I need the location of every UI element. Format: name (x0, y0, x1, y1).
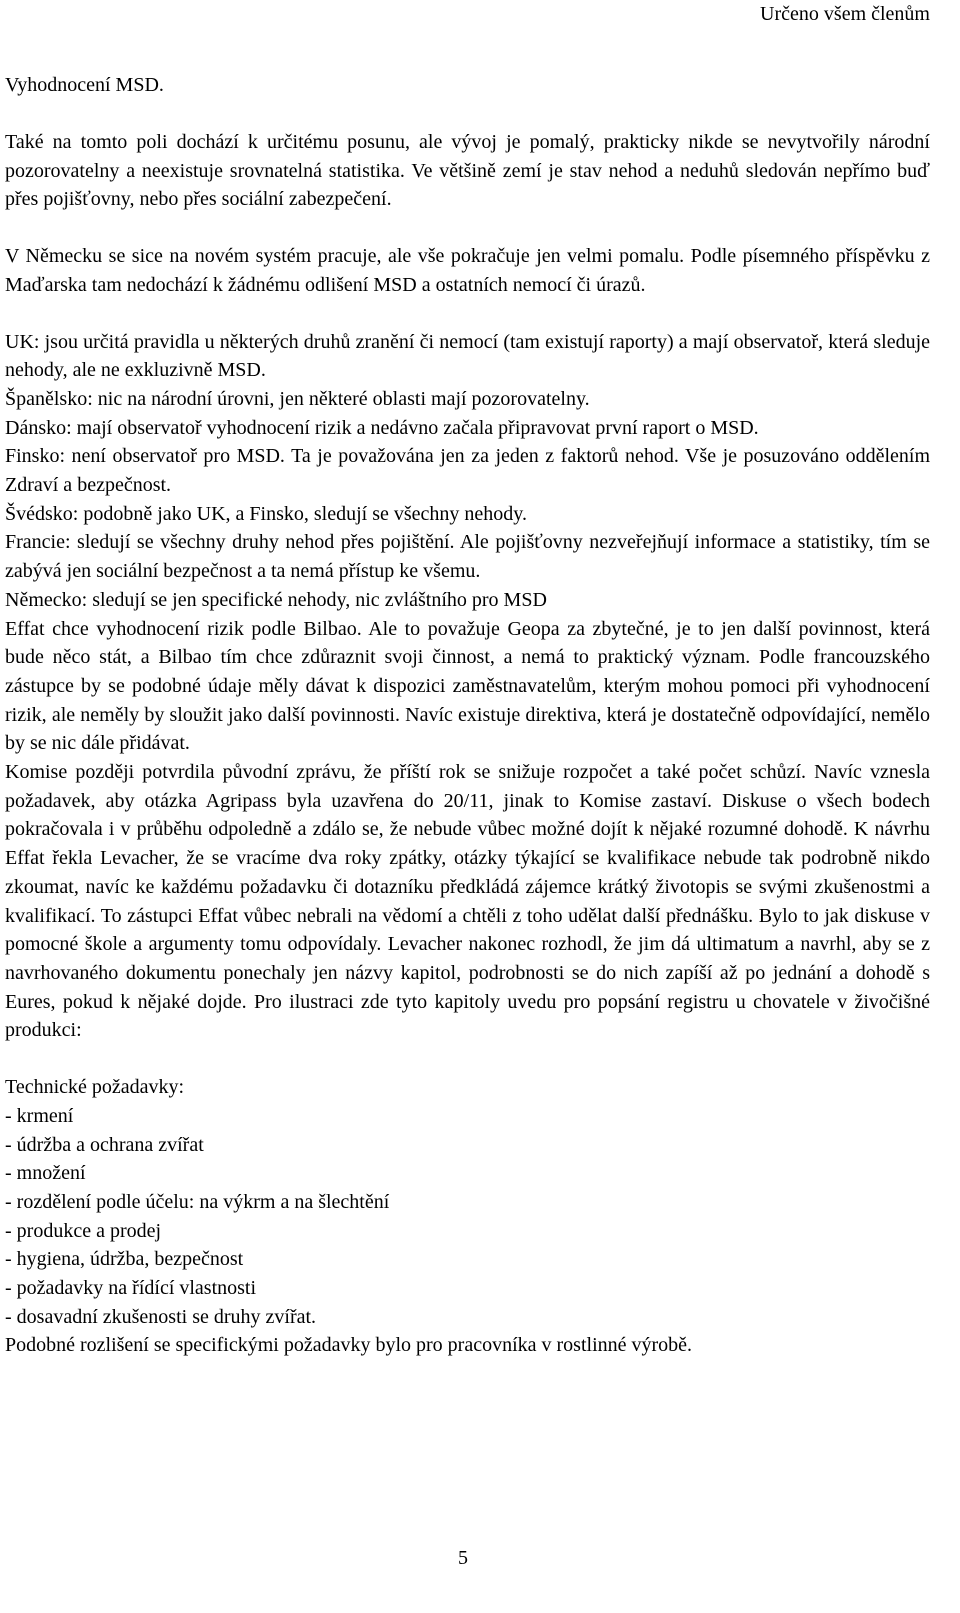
list-item: - produkce a prodej (5, 1219, 162, 1242)
requirements-heading: Technické požadavky: (5, 1076, 185, 1099)
requirements-list (5, 1102, 930, 1332)
list-item: - hygiena, údržba, bezpečnost (5, 1248, 244, 1271)
paragraph-intro: Také na tomto poli dochází k určitému posunu, ale vývoj je pomalý, prakticky nikde se nevytvořily národní pozorovatelny a neexistuje srovnatelná statistika. Ve většině zemí je stav nehod a neduhů sledován nepřímo buď přes pojišťovny, nebo přes sociální zabezpečení. (5, 131, 930, 211)
document-body (5, 72, 930, 1360)
country-notes (5, 328, 930, 1046)
list-item: - dosavadní zkušenosti se druhy zvířat. (5, 1305, 317, 1328)
paragraph-commission: Komise později potvrdila původní zprávu, že příští rok se snižuje rozpočet a také počet schůzí. Navíc vznesla požadavek, aby otázka Agripass byla uzavřena do 20/11, jinak to Komise zastaví. Diskuse o všech bodech pokračovala i v průběhu odpoledně a zdálo se, že nebude vůbec možné dojít k nějaké rozumné dohodě. K návrhu Effat řekla Levacher, že se vracíme dva roky zpátky, otázky týkající se kvalifikace nebude tak podrobně nikdo zkoumat, navíc ke každému požadavku či dotazníku předkládá zájemce krátký životopis se svými zkušenostmi a kvalifikací. To zástupci Effat vůbec nebrali na vědomí a chtěli z toho udělat další přednášku. Bylo to jak diskuse v pomocné škole a argumenty tomu odpovídaly. Levacher nakonec rozhodl, že jim dá ultimatum a navrhl, aby se z navrhovaného dokumentu ponechaly jen názvy kapitol, podrobnosti se do nich zapíší až po jednání a dohodě s Eures, pokud k nějaké dojde. Pro ilustraci zde tyto kapitoly uvedu pro popsání registru u chovatele v živočišné produkci: (5, 761, 930, 1042)
closing-sentence: Podobné rozlišení se specifickými požadavky bylo pro pracovníka v rostlinné výrobě. (5, 1334, 693, 1357)
country-note-sweden: Švédsko: podobně jako UK, a Finsko, sledují se všechny nehody. (5, 502, 527, 525)
paragraph-germany: V Německu se sice na novém systém pracuje, ale vše pokračuje jen velmi pomalu. Podle písemného příspěvku z Maďarska tam nedochází k žádnému odlišení MSD a ostatních nemocí či úrazů. (5, 245, 930, 296)
document-title: Vyhodnocení MSD. (5, 74, 164, 96)
list-item: - krmení (5, 1104, 74, 1127)
country-note-denmark: Dánsko: mají observatoř vyhodnocení rizik a nedávno začala připravovat první raport o MSD. (5, 416, 759, 439)
list-item: - požadavky na řídící vlastnosti (5, 1277, 257, 1300)
audience-note: Určeno všem členům (760, 3, 930, 25)
country-note-spain: Španělsko: nic na národní úrovni, jen některé oblasti mají pozorovatelny. (5, 387, 590, 410)
list-item: - rozdělení podle účelu: na výkrm a na šlechtění (5, 1190, 390, 1213)
paragraph-spacer (5, 214, 930, 242)
country-note-finland: Finsko: není observatoř pro MSD. Ta je považována jen za jeden z faktorů nehod. Vše je posuzováno oddělením Zdraví a bezpečnost. (5, 445, 930, 497)
country-note-france: Francie: sledují se všechny druhy nehod přes pojištění. Ale pojišťovny nezveřejňují informace a statistiky, tím se zabývá jen sociální bezpečnost a ta nemá přístup ke všemu. (5, 531, 930, 583)
country-note-germany: Německo: sledují se jen specifické nehody, nic zvláštního pro MSD (5, 588, 547, 611)
paragraph-spacer (5, 1045, 930, 1073)
paragraph-effat: Effat chce vyhodnocení rizik podle Bilbao. Ale to považuje Geopa za zbytečné, je to jen další povinnost, která bude něco stát, a Bilbao tím chce zdůraznit svoji činnost, a nemá to praktický význam. Podle francouzského zástupce by se podobné údaje měly dávat k dispozici zaměstnavatelům, kterým mohou pomoci při vyhodnocení rizik, ale neměly by sloužit jako další povinnosti. Navíc existuje direktiva, která je dostatečně odpovídající, nemělo by se nic dále přidávat. (5, 617, 930, 755)
page-number: 5 (458, 1547, 468, 1569)
paragraph-spacer (5, 300, 930, 328)
list-item: - množení (5, 1162, 86, 1185)
country-note-uk: UK: jsou určitá pravidla u některých druhů zranění či nemocí (tam existují raporty) a mají observatoř, která sleduje nehody, ale ne exkluzivně MSD. (5, 330, 930, 382)
list-item: - údržba a ochrana zvířat (5, 1133, 204, 1156)
